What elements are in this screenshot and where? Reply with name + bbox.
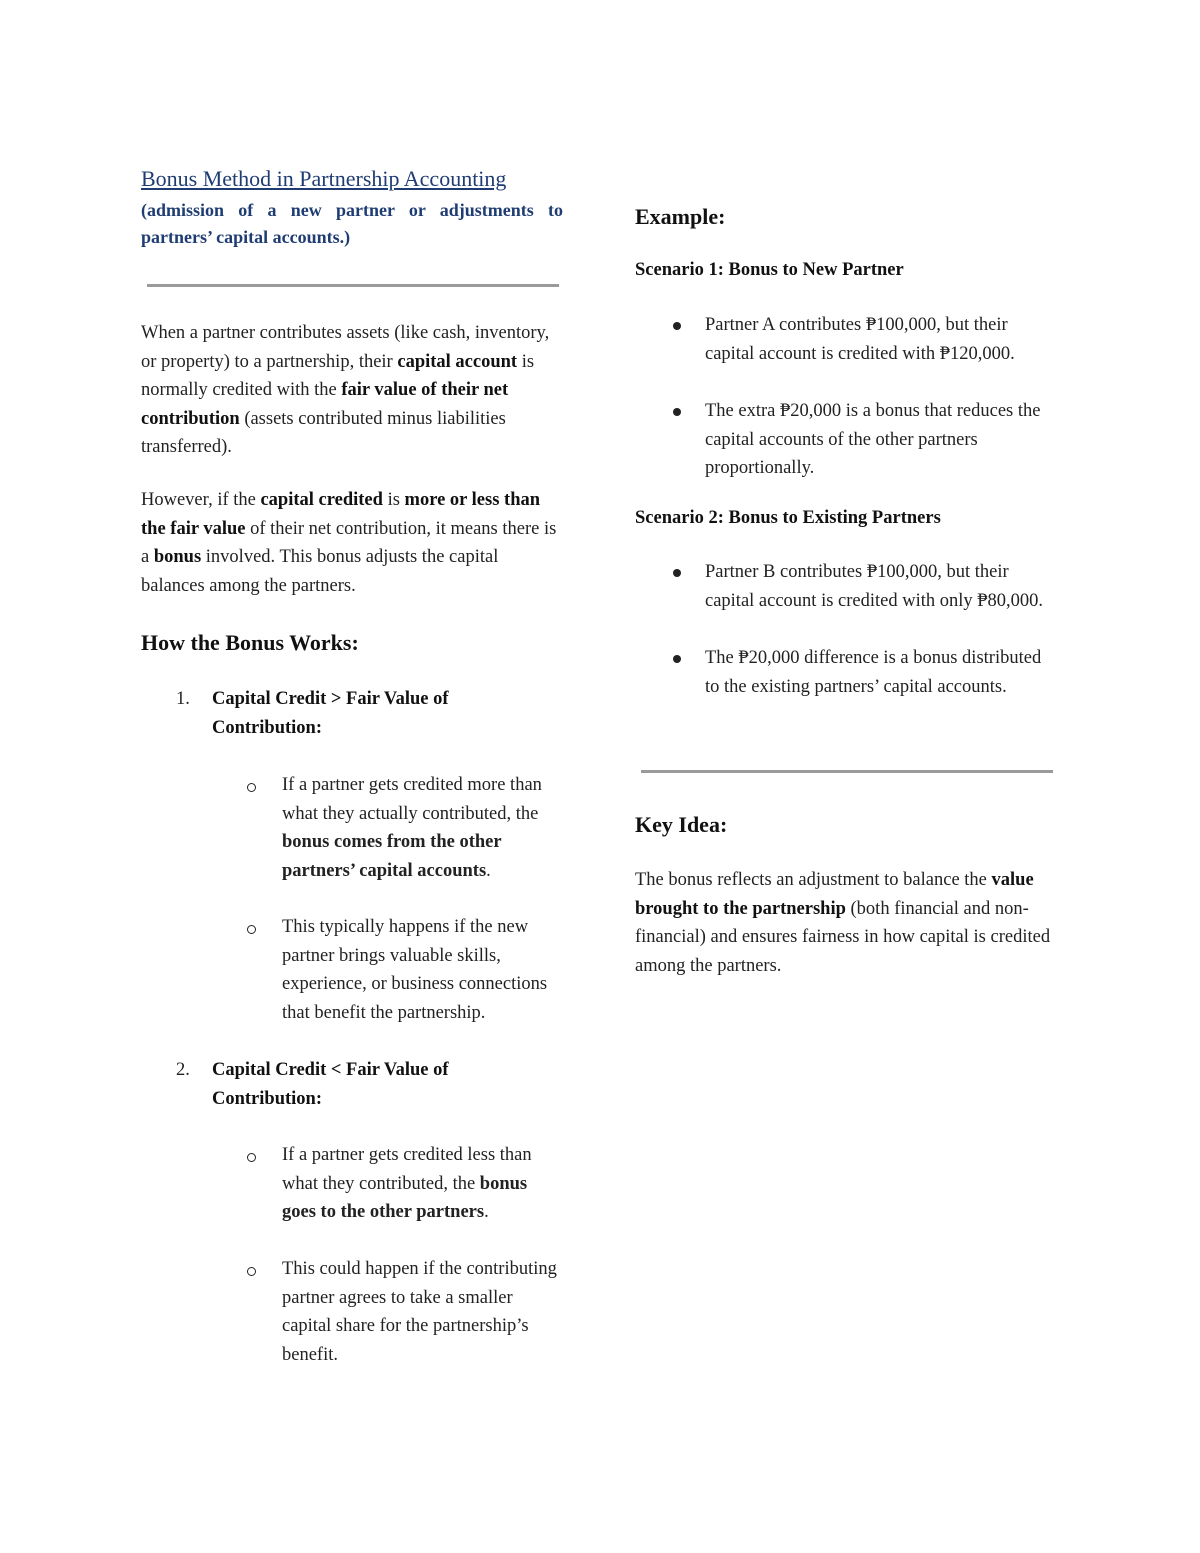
- example-heading: Example:: [635, 204, 726, 229]
- bullet-icon: [673, 655, 681, 663]
- intro-paragraph-2: However, if the capital credited is more or less than the fair value of their net contribution, it means there is a bonus involved. This bonus adjusts the capital balances among the partners.: [141, 490, 557, 596]
- key-idea-paragraph: The bonus reflects an adjustment to balance the value brought to the partnership (both financial and non-financial) and ensures fairness in how capital is credited among the partners.: [635, 870, 1051, 976]
- scenario-2-title: Scenario 2: Bonus to Existing Partners: [635, 508, 941, 528]
- bullet-icon: [673, 569, 681, 577]
- hollow-bullet-icon: [247, 1153, 256, 1162]
- hollow-bullet-icon: [247, 1267, 256, 1276]
- key-idea-heading: Key Idea:: [635, 812, 728, 837]
- list-number: 1.: [176, 689, 190, 709]
- list-item-title: Capital Credit > Fair Value of Contribution:: [212, 689, 449, 738]
- how-bonus-works-heading: How the Bonus Works:: [141, 630, 359, 655]
- document-title: Bonus Method in Partnership Accounting: [141, 166, 507, 191]
- bullet-icon: [673, 408, 681, 416]
- example-divider: [641, 770, 1053, 773]
- scenario-1-title: Scenario 1: Bonus to New Partner: [635, 260, 904, 280]
- title-divider: [147, 284, 559, 287]
- hollow-bullet-icon: [247, 925, 256, 934]
- bullet-icon: [673, 322, 681, 330]
- hollow-bullet-icon: [247, 783, 256, 792]
- document-subtitle: (admission of a new partner or adjustments to partners’ capital accounts.): [141, 200, 563, 247]
- list-item-title: Capital Credit < Fair Value of Contribution:: [212, 1060, 449, 1109]
- list-number: 2.: [176, 1060, 190, 1080]
- intro-paragraph-1: When a partner contributes assets (like cash, inventory, or property) to a partnership, their capital account is normally credited with the fair value of their net contribution (assets contributed minus liabilities transferred).: [141, 323, 550, 457]
